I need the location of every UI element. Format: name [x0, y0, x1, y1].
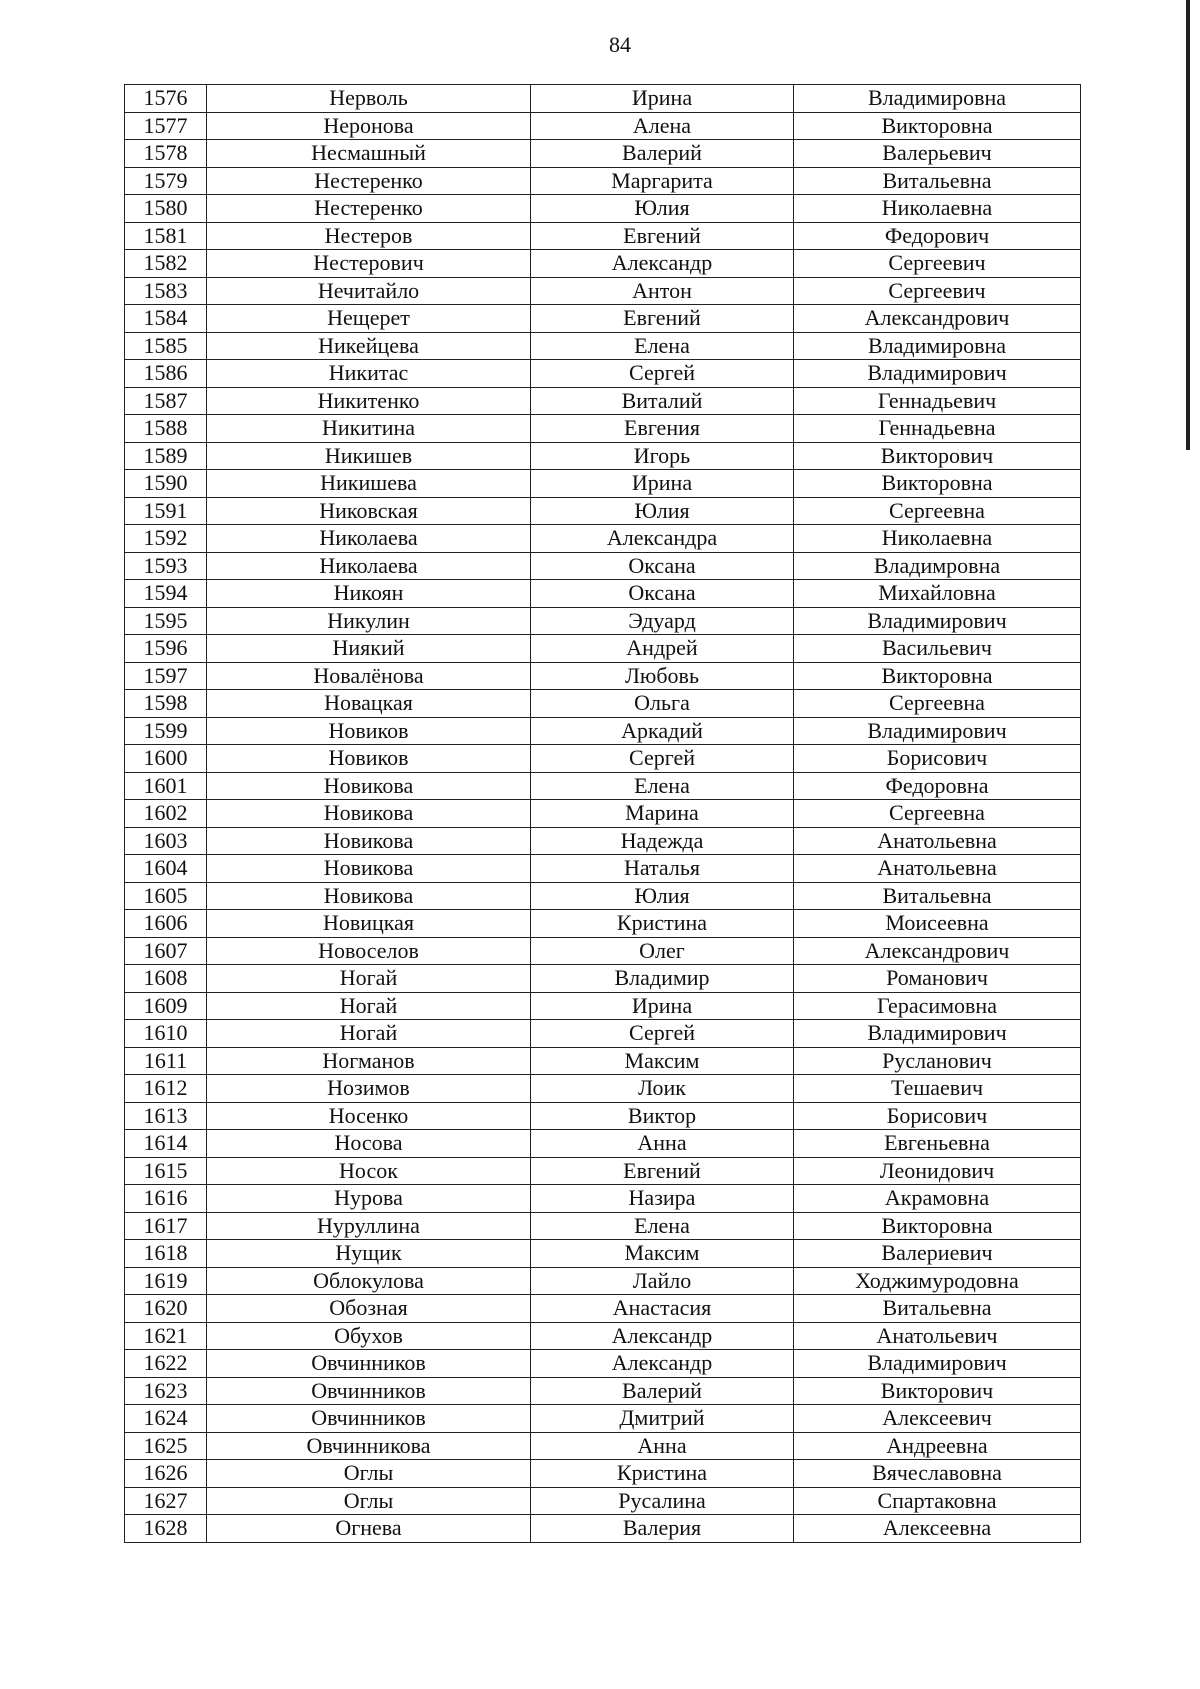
- table-row: [125, 277, 1081, 305]
- table-row: [125, 1102, 1081, 1130]
- patronymic-cell: Владимирович: [794, 1020, 1081, 1048]
- table-row: [125, 717, 1081, 745]
- row-number-cell: 1576: [125, 85, 207, 113]
- row-number-cell: 1605: [125, 882, 207, 910]
- table-row: [125, 772, 1081, 800]
- row-number-cell: 1579: [125, 167, 207, 195]
- patronymic-cell: Леонидович: [794, 1157, 1081, 1185]
- first-name-cell: Сергей: [531, 1020, 794, 1048]
- table-row: [125, 827, 1081, 855]
- first-name-cell: Назира: [531, 1185, 794, 1213]
- row-number-cell: 1592: [125, 525, 207, 553]
- row-number-cell: 1591: [125, 497, 207, 525]
- row-number-cell: 1603: [125, 827, 207, 855]
- last-name-cell: Носова: [207, 1130, 531, 1158]
- first-name-cell: Елена: [531, 332, 794, 360]
- row-number-cell: 1595: [125, 607, 207, 635]
- patronymic-cell: Викторовна: [794, 470, 1081, 498]
- patronymic-cell: Викторовна: [794, 1212, 1081, 1240]
- last-name-cell: Нуруллина: [207, 1212, 531, 1240]
- last-name-cell: Никоян: [207, 580, 531, 608]
- last-name-cell: Облокулова: [207, 1267, 531, 1295]
- last-name-cell: Новикова: [207, 827, 531, 855]
- patronymic-cell: Евгеньевна: [794, 1130, 1081, 1158]
- first-name-cell: Дмитрий: [531, 1405, 794, 1433]
- patronymic-cell: Васильевич: [794, 635, 1081, 663]
- patronymic-cell: Александрович: [794, 305, 1081, 333]
- table-row: [125, 1185, 1081, 1213]
- row-number-cell: 1618: [125, 1240, 207, 1268]
- patronymic-cell: Викторовна: [794, 662, 1081, 690]
- first-name-cell: Аркадий: [531, 717, 794, 745]
- patronymic-cell: Алексеевна: [794, 1515, 1081, 1543]
- patronymic-cell: Сергеевна: [794, 800, 1081, 828]
- row-number-cell: 1604: [125, 855, 207, 883]
- last-name-cell: Никейцева: [207, 332, 531, 360]
- first-name-cell: Ирина: [531, 470, 794, 498]
- first-name-cell: Елена: [531, 1212, 794, 1240]
- patronymic-cell: Федорович: [794, 222, 1081, 250]
- table-row: [125, 1130, 1081, 1158]
- patronymic-cell: Акрамовна: [794, 1185, 1081, 1213]
- last-name-cell: Ногай: [207, 992, 531, 1020]
- row-number-cell: 1601: [125, 772, 207, 800]
- row-number-cell: 1581: [125, 222, 207, 250]
- row-number-cell: 1615: [125, 1157, 207, 1185]
- table-row: [125, 607, 1081, 635]
- patronymic-cell: Борисович: [794, 745, 1081, 773]
- registry-table: [124, 84, 1081, 1543]
- first-name-cell: Евгений: [531, 305, 794, 333]
- first-name-cell: Игорь: [531, 442, 794, 470]
- table-row: [125, 882, 1081, 910]
- patronymic-cell: Федоровна: [794, 772, 1081, 800]
- row-number-cell: 1617: [125, 1212, 207, 1240]
- first-name-cell: Анна: [531, 1130, 794, 1158]
- patronymic-cell: Владимирович: [794, 607, 1081, 635]
- row-number-cell: 1612: [125, 1075, 207, 1103]
- row-number-cell: 1585: [125, 332, 207, 360]
- table-row: [125, 910, 1081, 938]
- patronymic-cell: Александрович: [794, 937, 1081, 965]
- patronymic-cell: Владимировна: [794, 332, 1081, 360]
- margin-line: [1186, 0, 1190, 450]
- last-name-cell: Николаева: [207, 525, 531, 553]
- first-name-cell: Марина: [531, 800, 794, 828]
- patronymic-cell: Алексеевич: [794, 1405, 1081, 1433]
- row-number-cell: 1599: [125, 717, 207, 745]
- first-name-cell: Анастасия: [531, 1295, 794, 1323]
- first-name-cell: Юлия: [531, 882, 794, 910]
- row-number-cell: 1621: [125, 1322, 207, 1350]
- patronymic-cell: Витальевна: [794, 882, 1081, 910]
- patronymic-cell: Валериевич: [794, 1240, 1081, 1268]
- table-row: [125, 1157, 1081, 1185]
- last-name-cell: Нестерович: [207, 250, 531, 278]
- first-name-cell: Алена: [531, 112, 794, 140]
- patronymic-cell: Владимровна: [794, 552, 1081, 580]
- row-number-cell: 1616: [125, 1185, 207, 1213]
- table-row: [125, 415, 1081, 443]
- last-name-cell: Николаева: [207, 552, 531, 580]
- first-name-cell: Оксана: [531, 552, 794, 580]
- row-number-cell: 1580: [125, 195, 207, 223]
- row-number-cell: 1597: [125, 662, 207, 690]
- patronymic-cell: Герасимовна: [794, 992, 1081, 1020]
- table-row: [125, 1377, 1081, 1405]
- last-name-cell: Неронова: [207, 112, 531, 140]
- patronymic-cell: Витальевна: [794, 167, 1081, 195]
- first-name-cell: Валерий: [531, 1377, 794, 1405]
- last-name-cell: Новацкая: [207, 690, 531, 718]
- first-name-cell: Валерия: [531, 1515, 794, 1543]
- row-number-cell: 1620: [125, 1295, 207, 1323]
- first-name-cell: Ольга: [531, 690, 794, 718]
- table-row: [125, 1240, 1081, 1268]
- patronymic-cell: Сергеевна: [794, 497, 1081, 525]
- first-name-cell: Эдуард: [531, 607, 794, 635]
- patronymic-cell: Вячеславовна: [794, 1460, 1081, 1488]
- table-row: [125, 470, 1081, 498]
- last-name-cell: Ногай: [207, 1020, 531, 1048]
- table-row: [125, 1212, 1081, 1240]
- patronymic-cell: Анатольевна: [794, 855, 1081, 883]
- first-name-cell: Сергей: [531, 745, 794, 773]
- row-number-cell: 1619: [125, 1267, 207, 1295]
- first-name-cell: Виктор: [531, 1102, 794, 1130]
- table-row: [125, 1295, 1081, 1323]
- row-number-cell: 1628: [125, 1515, 207, 1543]
- last-name-cell: Нерволь: [207, 85, 531, 113]
- first-name-cell: Александр: [531, 1350, 794, 1378]
- row-number-cell: 1624: [125, 1405, 207, 1433]
- last-name-cell: Овчинников: [207, 1377, 531, 1405]
- table-row: [125, 387, 1081, 415]
- table-row: [125, 1432, 1081, 1460]
- row-number-cell: 1608: [125, 965, 207, 993]
- first-name-cell: Елена: [531, 772, 794, 800]
- table-row: [125, 525, 1081, 553]
- row-number-cell: 1588: [125, 415, 207, 443]
- table-row: [125, 635, 1081, 663]
- last-name-cell: Оглы: [207, 1487, 531, 1515]
- row-number-cell: 1607: [125, 937, 207, 965]
- table-row: [125, 937, 1081, 965]
- last-name-cell: Обозная: [207, 1295, 531, 1323]
- table-row: [125, 222, 1081, 250]
- patronymic-cell: Викторович: [794, 442, 1081, 470]
- table-row: [125, 800, 1081, 828]
- patronymic-cell: Витальевна: [794, 1295, 1081, 1323]
- patronymic-cell: Русланович: [794, 1047, 1081, 1075]
- last-name-cell: Никовская: [207, 497, 531, 525]
- patronymic-cell: Владимирович: [794, 1350, 1081, 1378]
- table-row: [125, 195, 1081, 223]
- first-name-cell: Наталья: [531, 855, 794, 883]
- table-row: [125, 250, 1081, 278]
- table-row: [125, 112, 1081, 140]
- patronymic-cell: Викторович: [794, 1377, 1081, 1405]
- patronymic-cell: Тешаевич: [794, 1075, 1081, 1103]
- first-name-cell: Александр: [531, 1322, 794, 1350]
- row-number-cell: 1598: [125, 690, 207, 718]
- table-row: [125, 552, 1081, 580]
- row-number-cell: 1611: [125, 1047, 207, 1075]
- first-name-cell: Надежда: [531, 827, 794, 855]
- first-name-cell: Русалина: [531, 1487, 794, 1515]
- first-name-cell: Лоик: [531, 1075, 794, 1103]
- row-number-cell: 1583: [125, 277, 207, 305]
- first-name-cell: Евгений: [531, 1157, 794, 1185]
- first-name-cell: Маргарита: [531, 167, 794, 195]
- row-number-cell: 1613: [125, 1102, 207, 1130]
- last-name-cell: Нещерет: [207, 305, 531, 333]
- patronymic-cell: Николаевна: [794, 525, 1081, 553]
- table-row: [125, 360, 1081, 388]
- first-name-cell: Андрей: [531, 635, 794, 663]
- last-name-cell: Носок: [207, 1157, 531, 1185]
- patronymic-cell: Владимирович: [794, 717, 1081, 745]
- table-row: [125, 1020, 1081, 1048]
- first-name-cell: Анна: [531, 1432, 794, 1460]
- row-number-cell: 1609: [125, 992, 207, 1020]
- patronymic-cell: Ходжимуродовна: [794, 1267, 1081, 1295]
- table-row: [125, 1487, 1081, 1515]
- row-number-cell: 1594: [125, 580, 207, 608]
- row-number-cell: 1623: [125, 1377, 207, 1405]
- patronymic-cell: Владимирович: [794, 360, 1081, 388]
- last-name-cell: Нечитайло: [207, 277, 531, 305]
- last-name-cell: Новоселов: [207, 937, 531, 965]
- patronymic-cell: Анатольевич: [794, 1322, 1081, 1350]
- row-number-cell: 1577: [125, 112, 207, 140]
- patronymic-cell: Романович: [794, 965, 1081, 993]
- last-name-cell: Нозимов: [207, 1075, 531, 1103]
- table-row: [125, 140, 1081, 168]
- last-name-cell: Новикова: [207, 772, 531, 800]
- last-name-cell: Новиков: [207, 717, 531, 745]
- table-row: [125, 85, 1081, 113]
- row-number-cell: 1625: [125, 1432, 207, 1460]
- patronymic-cell: Сергеевич: [794, 250, 1081, 278]
- table-row: [125, 745, 1081, 773]
- last-name-cell: Новиков: [207, 745, 531, 773]
- row-number-cell: 1627: [125, 1487, 207, 1515]
- row-number-cell: 1602: [125, 800, 207, 828]
- last-name-cell: Нущик: [207, 1240, 531, 1268]
- first-name-cell: Юлия: [531, 497, 794, 525]
- first-name-cell: Евгений: [531, 222, 794, 250]
- last-name-cell: Никитас: [207, 360, 531, 388]
- last-name-cell: Новикова: [207, 800, 531, 828]
- page-number: 84: [609, 32, 631, 57]
- first-name-cell: Ирина: [531, 992, 794, 1020]
- first-name-cell: Олег: [531, 937, 794, 965]
- row-number-cell: 1606: [125, 910, 207, 938]
- patronymic-cell: Сергеевич: [794, 277, 1081, 305]
- first-name-cell: Оксана: [531, 580, 794, 608]
- table-row: [125, 1322, 1081, 1350]
- table-row: [125, 1460, 1081, 1488]
- first-name-cell: Сергей: [531, 360, 794, 388]
- patronymic-cell: Геннадьевич: [794, 387, 1081, 415]
- row-number-cell: 1593: [125, 552, 207, 580]
- row-number-cell: 1586: [125, 360, 207, 388]
- table-row: [125, 1075, 1081, 1103]
- first-name-cell: Лайло: [531, 1267, 794, 1295]
- patronymic-cell: Валерьевич: [794, 140, 1081, 168]
- last-name-cell: Носенко: [207, 1102, 531, 1130]
- first-name-cell: Виталий: [531, 387, 794, 415]
- row-number-cell: 1610: [125, 1020, 207, 1048]
- last-name-cell: Никишев: [207, 442, 531, 470]
- row-number-cell: 1584: [125, 305, 207, 333]
- table-row: [125, 992, 1081, 1020]
- table-row: [125, 1047, 1081, 1075]
- first-name-cell: Кристина: [531, 910, 794, 938]
- table-row: [125, 1350, 1081, 1378]
- last-name-cell: Оглы: [207, 1460, 531, 1488]
- first-name-cell: Юлия: [531, 195, 794, 223]
- row-number-cell: 1626: [125, 1460, 207, 1488]
- last-name-cell: Никулин: [207, 607, 531, 635]
- last-name-cell: Несмашный: [207, 140, 531, 168]
- table-row: [125, 965, 1081, 993]
- last-name-cell: Новикова: [207, 855, 531, 883]
- first-name-cell: Максим: [531, 1240, 794, 1268]
- first-name-cell: Антон: [531, 277, 794, 305]
- patronymic-cell: Николаевна: [794, 195, 1081, 223]
- row-number-cell: 1589: [125, 442, 207, 470]
- last-name-cell: Нестеров: [207, 222, 531, 250]
- row-number-cell: 1590: [125, 470, 207, 498]
- patronymic-cell: Михайловна: [794, 580, 1081, 608]
- table-row: [125, 305, 1081, 333]
- patronymic-cell: Анатольевна: [794, 827, 1081, 855]
- table-row: [125, 690, 1081, 718]
- last-name-cell: Ногай: [207, 965, 531, 993]
- last-name-cell: Нурова: [207, 1185, 531, 1213]
- row-number-cell: 1614: [125, 1130, 207, 1158]
- row-number-cell: 1596: [125, 635, 207, 663]
- patronymic-cell: Моисеевна: [794, 910, 1081, 938]
- last-name-cell: Овчинников: [207, 1405, 531, 1433]
- table-row: [125, 497, 1081, 525]
- table-row: [125, 332, 1081, 360]
- first-name-cell: Владимир: [531, 965, 794, 993]
- first-name-cell: Кристина: [531, 1460, 794, 1488]
- table-row: [125, 580, 1081, 608]
- patronymic-cell: Андреевна: [794, 1432, 1081, 1460]
- last-name-cell: Нестеренко: [207, 195, 531, 223]
- last-name-cell: Никитина: [207, 415, 531, 443]
- first-name-cell: Ирина: [531, 85, 794, 113]
- row-number-cell: 1600: [125, 745, 207, 773]
- row-number-cell: 1582: [125, 250, 207, 278]
- table-row: [125, 662, 1081, 690]
- row-number-cell: 1587: [125, 387, 207, 415]
- registry-table-body: [125, 85, 1081, 1543]
- table-row: [125, 1405, 1081, 1433]
- patronymic-cell: Викторовна: [794, 112, 1081, 140]
- first-name-cell: Александра: [531, 525, 794, 553]
- last-name-cell: Никитенко: [207, 387, 531, 415]
- patronymic-cell: Сергеевна: [794, 690, 1081, 718]
- patronymic-cell: Владимировна: [794, 85, 1081, 113]
- last-name-cell: Нестеренко: [207, 167, 531, 195]
- last-name-cell: Ниякий: [207, 635, 531, 663]
- last-name-cell: Новалёнова: [207, 662, 531, 690]
- patronymic-cell: Спартаковна: [794, 1487, 1081, 1515]
- last-name-cell: Овчинников: [207, 1350, 531, 1378]
- table-row: [125, 1515, 1081, 1543]
- last-name-cell: Новикова: [207, 882, 531, 910]
- last-name-cell: Обухов: [207, 1322, 531, 1350]
- row-number-cell: 1622: [125, 1350, 207, 1378]
- last-name-cell: Овчинникова: [207, 1432, 531, 1460]
- first-name-cell: Валерий: [531, 140, 794, 168]
- first-name-cell: Александр: [531, 250, 794, 278]
- last-name-cell: Новицкая: [207, 910, 531, 938]
- patronymic-cell: Геннадьевна: [794, 415, 1081, 443]
- table-row: [125, 442, 1081, 470]
- row-number-cell: 1578: [125, 140, 207, 168]
- first-name-cell: Максим: [531, 1047, 794, 1075]
- table-row: [125, 1267, 1081, 1295]
- first-name-cell: Любовь: [531, 662, 794, 690]
- last-name-cell: Огнева: [207, 1515, 531, 1543]
- last-name-cell: Ногманов: [207, 1047, 531, 1075]
- table-row: [125, 167, 1081, 195]
- first-name-cell: Евгения: [531, 415, 794, 443]
- table-row: [125, 855, 1081, 883]
- patronymic-cell: Борисович: [794, 1102, 1081, 1130]
- last-name-cell: Никишева: [207, 470, 531, 498]
